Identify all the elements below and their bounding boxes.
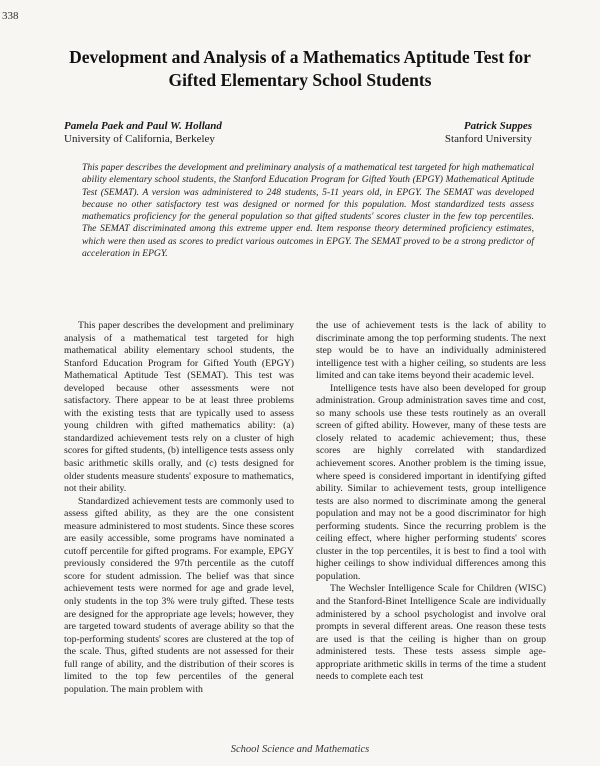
page-number: 338 <box>2 10 19 22</box>
author-names-left: Pamela Paek and Paul W. Holland <box>64 120 222 132</box>
authors-left <box>64 120 222 146</box>
paragraph: This paper describes the development and preliminary analysis of a mathematical test targeted for high mathematical ability elementary school students, the Stanford Education Program for Gifted Youth (EPGY) Mathematical Aptitude Test (SEMAT). This test was developed because other assessments were not satisfactory. There appear to be at least three problems with the existing tests that are typically used to assess young children with gifted mathematics ability: (a) standardized achievement tests rely on a cluster of high scores for gifted students, (b) intelligence tests assess only basic arithmetic skills orally, and (c) tests designed for older students measure students' exposure to mathematics, not their ability. <box>64 320 294 495</box>
paper-title <box>40 46 560 92</box>
affiliation-right: Stanford University <box>444 133 532 145</box>
affiliation-left: University of California, Berkeley <box>64 133 215 145</box>
abstract: This paper describes the development and preliminary analysis of a mathematical test targeted for high mathematical ability elementary school students, the Stanford Education Program for Gifted Youth (EPGY) Mathematical Aptitude Test (SEMAT). A version was administered to 248 students, 5-11 years old, in EPGY. The SEMAT was developed because no other satisfactory test was designed or normed for this population. Most standardized tests assess mathematics proficiency for the general population so that gifted students' scores cluster in the few top percentiles. The SEMAT discriminated among this extreme upper end. Item response theory determined proficiency estimates, which were then used as scores to predict various outcomes in EPGY. The SEMAT proved to be a strong predictor of acceleration in EPGY. <box>82 162 534 260</box>
paragraph: Intelligence tests have also been developed for group administration. Group administration saves time and cost, so many schools use these tests routinely as an overall screen of gifted ability. However, many of these tests are closely related to academic achievement; thus, these scores are highly correlated with standardized achievement scores. Another problem is the timing issue, where speed is considered important in identifying gifted ability. Similar to achievement tests, group intelligence tests are also normed to discriminate among the general population and may not be a good discriminator for high performing students. Since the recurring problem is the ceiling effect, where higher performing students' scores cluster in the top percentiles, it is best to find a tool with higher ceilings to show individual differences among this population. <box>316 382 546 582</box>
title-line-2: Gifted Elementary School Students <box>168 70 432 90</box>
body-column-left <box>64 320 294 696</box>
paragraph: Standardized achievement tests are commonly used to assess gifted ability, as they are the one consistent measure administered to most students. Since these scores are easily accessible, some programs have nominated a cutoff percentile for gifted programs. For example, EPGY previously considered the 97th percentile as the cutoff score for student admission. The belief was that since achievement tests were normed for age and grade level, only students in the top 3% were truly gifted. These tests are designed for the appropriate age levels; however, they are targeted toward students of average ability so that the top-performing students' scores are clustered at the top of the scale. Thus, gifted students are not assessed for their full range of ability, and the distribution of their scores is limited to the top few percentiles of the general population. The main problem with <box>64 495 294 695</box>
authors-right <box>445 120 532 146</box>
paragraph: the use of achievement tests is the lack of ability to discriminate among the top performing students. The next step would be to have an individually administered intelligence test with a higher ceiling, so students are less limited and can take items beyond their academic level. <box>316 320 546 382</box>
title-line-1: Development and Analysis of a Mathematics Aptitude Test for <box>69 47 531 67</box>
author-names-right: Patrick Suppes <box>463 120 532 132</box>
journal-footer: School Science and Mathematics <box>230 744 370 755</box>
body-column-right <box>316 320 546 684</box>
paragraph: The Wechsler Intelligence Scale for Children (WISC) and the Stanford-Binet Intelligence Scale are individually administered by a school psychologist and involve oral prompts in several different areas. One reason these tests are used is that the ceiling is higher than on group administered tests. These tests assess simple age-appropriate arithmetic skills in terms of the time a student needs to complete each test <box>316 583 546 683</box>
